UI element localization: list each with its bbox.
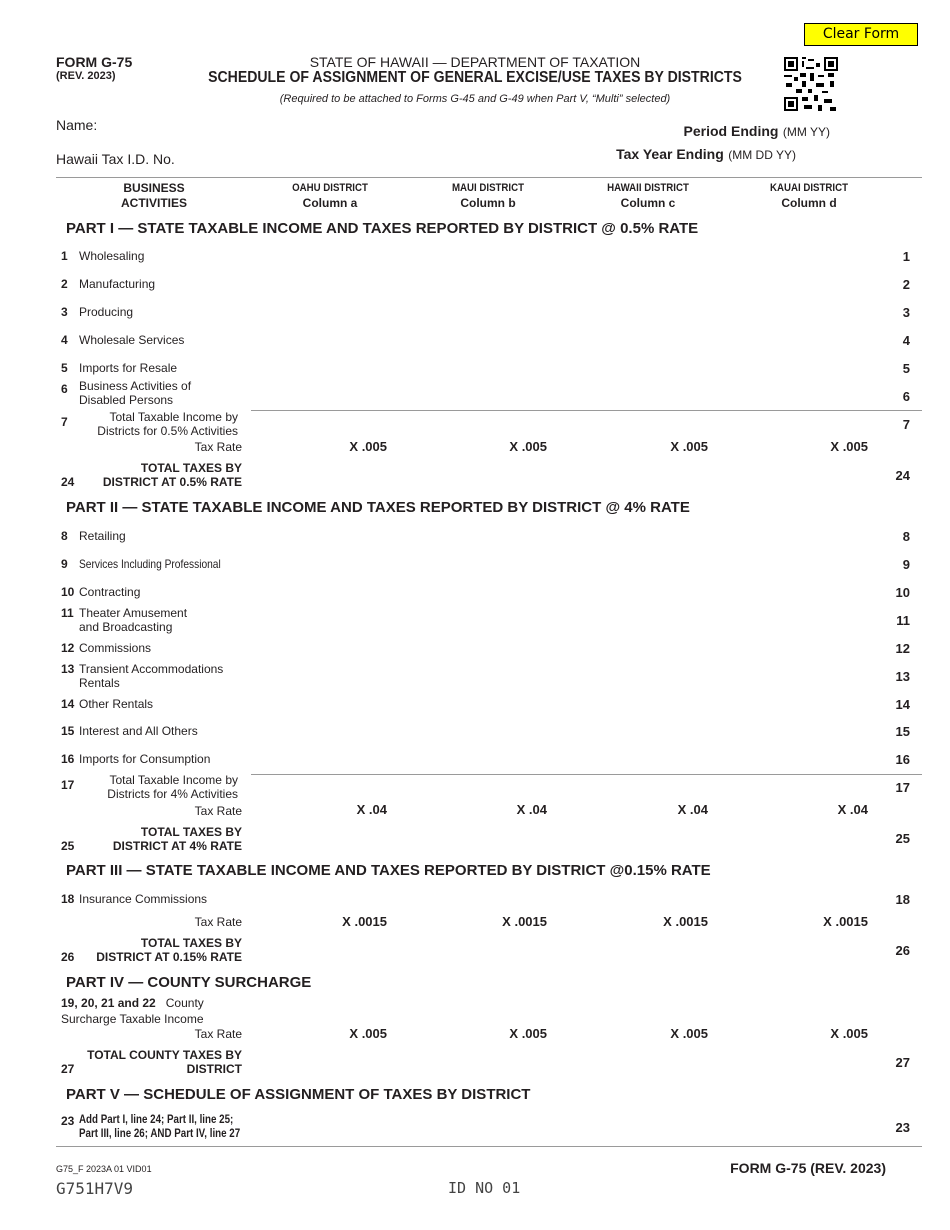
tax-rate-label: Tax Rate [194, 440, 242, 454]
line-number-right: 11 [896, 613, 910, 628]
line-label: Interest and All Others [79, 724, 198, 738]
line-label: Commissions [79, 641, 152, 655]
line-number-right: 23 [895, 1120, 910, 1135]
requirement-note: (Required to be attached to Forms G-45 and G-49 when Part V, “Multi” selected) [279, 93, 671, 105]
line-label: Wholesaling [79, 249, 145, 263]
line-number: 24 [61, 475, 75, 489]
tax-rate-label: Tax Rate [194, 915, 242, 929]
agency-name: STATE OF HAWAII — DEPARTMENT OF TAXATION [309, 54, 641, 70]
county-surcharge-label: 19, 20, 21 and 22 County Surcharge Taxable Income [61, 996, 204, 1026]
period-ending [600, 123, 830, 141]
line-number-right: 26 [895, 943, 910, 958]
line-number: 13 [61, 662, 75, 676]
line-number-right: 18 [895, 892, 910, 907]
tax-id-label: Hawaii Tax I.D. No. [56, 151, 175, 167]
line-label: Wholesale Services [79, 333, 185, 347]
footer-barcode-id: G751H7V9 [56, 1179, 134, 1198]
line-label: Theater Amusement and Broadcasting [79, 606, 188, 634]
line-label: Add Part I, line 24; Part II, line 25; Part III, line 26; AND Part IV, line 27 [79, 1114, 241, 1140]
line-number: 17 [61, 778, 75, 792]
total-taxes-label: TOTAL COUNTY TAXES BY DISTRICT [87, 1048, 242, 1076]
tax-rate-maui: X .005 [509, 439, 547, 454]
line-number-right: 17 [895, 780, 910, 795]
line-number-right: 16 [895, 752, 910, 767]
line-number: 25 [61, 839, 75, 853]
line-label: Retailing [79, 529, 126, 543]
line-label: Services Including Professional [79, 557, 221, 571]
qr-code-icon [784, 57, 838, 111]
line-number-right: 15 [895, 724, 910, 739]
line-number-right: 1 [902, 249, 910, 264]
line-number: 5 [61, 361, 68, 375]
line-number-right: 24 [895, 468, 910, 483]
line-number: 18 [61, 892, 75, 906]
total-taxes-label: TOTAL TAXES BY DISTRICT AT 4% RATE [112, 825, 242, 853]
tax-rate-kauai: X .04 [837, 802, 868, 817]
total-income-label: Total Taxable Income by Districts for 4% Activities [107, 773, 238, 801]
tax-rate-hawaii: X .005 [670, 439, 708, 454]
line-number-right: 12 [895, 641, 910, 656]
column-maui-header: MAUI DISTRICT Column b [451, 182, 525, 210]
tax-rate-hawaii: X .005 [670, 1026, 708, 1041]
schedule-title: SCHEDULE OF ASSIGNMENT OF GENERAL EXCISE/USE TAXES BY DISTRICTS [208, 69, 742, 86]
tax-year-ending [560, 146, 796, 164]
clear-form-button[interactable]: Clear Form [804, 23, 918, 46]
line-number: 2 [61, 277, 68, 291]
line-number-right: 5 [902, 361, 910, 376]
line-number: 26 [61, 950, 75, 964]
tax-rate-oahu: X .04 [356, 802, 387, 817]
tax-rate-oahu: X .005 [349, 1026, 387, 1041]
tax-rate-kauai: X .0015 [823, 914, 868, 929]
tax-rate-oahu: X .0015 [342, 914, 387, 929]
line-number: 1 [61, 249, 68, 263]
line-number: 27 [61, 1062, 75, 1076]
tax-rate-label: Tax Rate [194, 1027, 242, 1041]
tax-rate-hawaii: X .0015 [663, 914, 708, 929]
tax-rate-label: Tax Rate [194, 804, 242, 818]
column-oahu-header: OAHU DISTRICT Column a [292, 182, 368, 210]
tax-rate-maui: X .005 [509, 1026, 547, 1041]
line-number: 9 [61, 557, 68, 571]
line-label: Business Activities of Disabled Persons [79, 379, 192, 407]
part2-title: PART II — STATE TAXABLE INCOME AND TAXES REPORTED BY DISTRICT @ 4% RATE [66, 499, 690, 516]
period-ending-label: Period Ending [683, 123, 779, 139]
line-label: Insurance Commissions [79, 892, 208, 906]
period-ending-format: (MM YY) [782, 125, 830, 139]
part1-title: PART I — STATE TAXABLE INCOME AND TAXES REPORTED BY DISTRICT @ 0.5% RATE [66, 220, 699, 237]
column-activities-header: BUSINESS ACTIVITIES [120, 181, 187, 210]
line-label: Imports for Consumption [79, 752, 211, 766]
line-label: Manufacturing [79, 277, 156, 291]
line-number-right: 8 [902, 529, 910, 544]
line-number: 19, 20, 21 and 22 [61, 996, 156, 1010]
part3-title: PART III — STATE TAXABLE INCOME AND TAXES REPORTED BY DISTRICT @0.15% RATE [66, 862, 711, 879]
footer-form-name: FORM G-75 (REV. 2023) [730, 1160, 886, 1176]
part4-title: PART IV — COUNTY SURCHARGE [66, 974, 312, 991]
line-label: Other Rentals [79, 697, 154, 711]
tax-rate-kauai: X .005 [830, 439, 868, 454]
line-number-right: 3 [902, 305, 910, 320]
line-number-right: 9 [902, 557, 910, 572]
line-label: Producing [79, 305, 134, 319]
total-income-label: Total Taxable Income by Districts for 0.5% Activities [97, 410, 238, 438]
line-number-right: 4 [902, 333, 910, 348]
total-divider [251, 774, 922, 775]
form-number: FORM G-75 [56, 54, 133, 70]
form-revision: (REV. 2023) [56, 70, 116, 82]
tax-year-ending-label: Tax Year Ending [616, 146, 724, 162]
tax-year-ending-format: (MM DD YY) [728, 148, 796, 162]
line-number: 7 [61, 415, 68, 429]
line-number-right: 25 [895, 831, 910, 846]
tax-rate-hawaii: X .04 [677, 802, 708, 817]
footer-id-number: ID NO 01 [448, 1179, 521, 1197]
total-divider [251, 410, 922, 411]
line-number-right: 14 [895, 697, 910, 712]
line-number-right: 10 [895, 585, 910, 600]
line-number: 11 [61, 606, 74, 620]
line-number: 15 [61, 724, 75, 738]
header-divider [56, 177, 922, 178]
line-label: Transient Accommodations Rentals [79, 662, 224, 690]
line-label: Contracting [79, 585, 141, 599]
line-number: 12 [61, 641, 75, 655]
tax-rate-oahu: X .005 [349, 439, 387, 454]
line-number-right: 6 [902, 389, 910, 404]
column-hawaii-header: HAWAII DISTRICT Column c [607, 182, 689, 210]
line-number: 6 [61, 382, 68, 396]
tax-rate-maui: X .0015 [502, 914, 547, 929]
tax-rate-maui: X .04 [516, 802, 547, 817]
line-number: 10 [61, 585, 75, 599]
footer-form-code: G75_F 2023A 01 VID01 [56, 1164, 152, 1174]
footer-divider [56, 1146, 922, 1147]
total-taxes-label: TOTAL TAXES BY DISTRICT AT 0.5% RATE [102, 461, 242, 489]
line-number: 4 [61, 333, 68, 347]
tax-rate-kauai: X .005 [830, 1026, 868, 1041]
line-number: 16 [61, 752, 75, 766]
line-number: 14 [61, 697, 75, 711]
line-number-right: 7 [902, 417, 910, 432]
line-number-right: 27 [895, 1055, 910, 1070]
line-number-right: 13 [895, 669, 910, 684]
line-label: Imports for Resale [79, 361, 178, 375]
line-number: 8 [61, 529, 68, 543]
line-number: 3 [61, 305, 68, 319]
name-label: Name: [56, 117, 98, 133]
column-kauai-header: KAUAI DISTRICT Column d [770, 182, 848, 210]
line-number-right: 2 [902, 277, 910, 292]
part5-title: PART V — SCHEDULE OF ASSIGNMENT OF TAXES BY DISTRICT [66, 1086, 531, 1103]
total-taxes-label: TOTAL TAXES BY DISTRICT AT 0.15% RATE [96, 936, 242, 964]
line-number: 23 [61, 1114, 75, 1128]
